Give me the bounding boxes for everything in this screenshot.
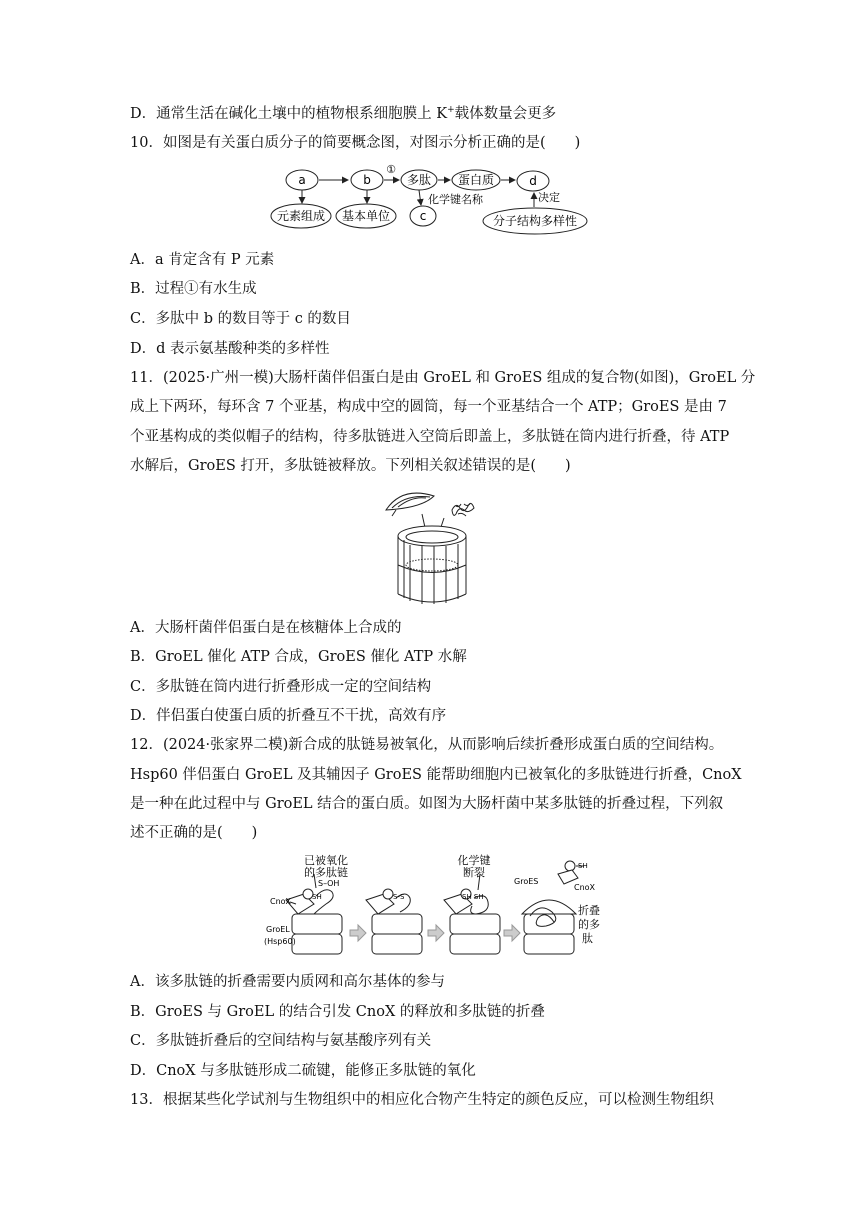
- q11-option-d: D．伴侣蛋白使蛋白质的折叠互不干扰，高效有序: [130, 708, 447, 724]
- label-sh-2: SH: [578, 862, 588, 870]
- label-sh-sh: SH SH: [462, 893, 484, 901]
- label-folded-3: 肽: [582, 932, 593, 945]
- q9-option-d-text: D．通常生活在碱化土壤中的植物根系细胞膜上 K: [130, 106, 448, 122]
- q11-option-a: A．大肠杆菌伴侣蛋白是在核糖体上合成的: [130, 620, 402, 636]
- q11-option-c: C．多肽链在筒内进行折叠形成一定的空间结构: [130, 679, 432, 695]
- node-elements: 元素组成: [276, 209, 326, 223]
- q10-option-a: A．a 肯定含有 P 元素: [130, 252, 275, 268]
- label-cnox-1: CnoX: [270, 897, 292, 906]
- label-groel: GroEL: [266, 925, 290, 934]
- q11-stem-line-1: 11．(2025·广州一模)大肠杆菌伴侣蛋白是由 GroEL 和 GroES 组成的复合物(如图)，GroEL 分: [130, 370, 756, 386]
- label-sh-1: SH: [312, 893, 322, 901]
- node-units: 基本单位: [341, 209, 391, 223]
- q12-option-b: B．GroES 与 GroEL 的结合引发 CnoX 的释放和多肽链的折叠: [130, 1004, 545, 1020]
- process-1-label: ①: [386, 163, 396, 176]
- q10-concept-diagram: [262, 163, 598, 239]
- q9-option-d-text2: 载体数量会更多: [454, 106, 557, 122]
- label-folded-1: 折叠: [578, 904, 600, 917]
- q10-stem: 10．如图是有关蛋白质分子的简要概念图，对图示分析正确的是( ): [130, 135, 581, 151]
- q9-option-d: [130, 104, 556, 124]
- chaperonin-cylinder-figure: [382, 488, 482, 610]
- label-cnox-2: CnoX: [574, 883, 596, 892]
- label-hsp60: (Hsp60): [264, 937, 296, 946]
- superscript: +: [447, 105, 455, 115]
- q11-stem-line-2: 成上下两环，每环含 7 个亚基，构成中空的圆筒，每一个亚基结合一个 ATP；GroES 是由 7: [130, 399, 727, 415]
- node-diversity: 分子结构多样性: [492, 214, 578, 228]
- label-s-oh: S–OH: [318, 879, 340, 888]
- label-oxidized-2: 的多肽链: [304, 866, 348, 879]
- q12-option-d: D．CnoX 与多肽链形成二硫键，能修正多肽链的氧化: [130, 1063, 476, 1079]
- label-bond-break-1: 化学键: [457, 854, 491, 867]
- q12-stem-line-1: 12．(2024·张家界二模)新合成的肽链易被氧化，从而影响后续折叠形成蛋白质的空间结构。: [130, 737, 724, 753]
- label-ss: S-S: [393, 893, 405, 901]
- polypeptide-folding-figure: [262, 852, 602, 962]
- q11-stem-line-4: 水解后，GroES 打开，多肽链被释放。下列相关叙述错误的是( ): [130, 458, 571, 474]
- q12-stem-line-2: Hsp60 伴侣蛋白 GroEL 及其辅因子 GroES 能帮助细胞内已被氧化的多肽链进行折叠，CnoX: [130, 767, 742, 783]
- node-protein: 蛋白质: [457, 173, 495, 187]
- q11-option-b: B．GroEL 催化 ATP 合成，GroES 催化 ATP 水解: [130, 649, 467, 665]
- label-bond-break-2: 断裂: [463, 866, 485, 879]
- q12-option-a: A．该多肽链的折叠需要内质网和高尔基体的参与: [130, 974, 445, 990]
- label-groes: GroES: [514, 877, 539, 886]
- determines-label: 决定: [538, 191, 560, 204]
- node-b: b: [363, 173, 371, 187]
- q10-option-c: C．多肽中 b 的数目等于 c 的数目: [130, 311, 351, 327]
- q12-option-c: C．多肽链折叠后的空间结构与氨基酸序列有关: [130, 1033, 432, 1049]
- q12-stem-line-4: 述不正确的是( ): [130, 825, 258, 841]
- q12-stem-line-3: 是一种在此过程中与 GroEL 结合的蛋白质。如图为大肠杆菌中某多肽链的折叠过程，下列叙: [130, 796, 724, 812]
- q11-stem-line-3: 个亚基构成的类似帽子的结构，待多肽链进入空筒后即盖上，多肽链在筒内进行折叠，待 ATP: [130, 429, 730, 445]
- node-polypeptide: 多肽: [406, 173, 432, 187]
- q10-option-d: D．d 表示氨基酸种类的多样性: [130, 341, 330, 357]
- label-folded-2: 的多: [578, 918, 600, 931]
- bond-name-label: 化学键名称: [428, 193, 483, 206]
- q13-stem: 13．根据某些化学试剂与生物组织中的相应化合物产生特定的颜色反应，可以检测生物组织: [130, 1092, 714, 1108]
- node-c: c: [419, 209, 427, 223]
- q10-option-b: B．过程①有水生成: [130, 281, 257, 297]
- label-oxidized-1: 已被氧化: [304, 854, 348, 867]
- node-d: d: [529, 174, 537, 188]
- node-a: a: [298, 173, 306, 187]
